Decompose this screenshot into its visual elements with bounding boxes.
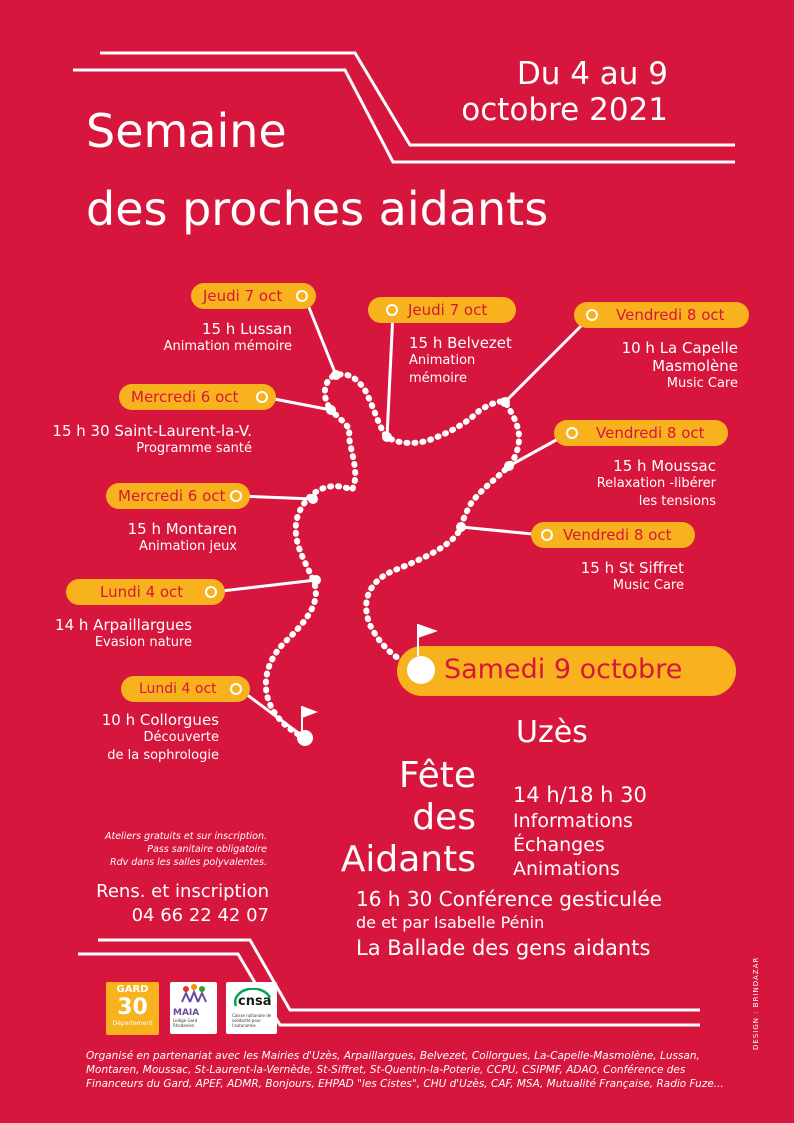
saturday-program — [513, 781, 647, 881]
maia-figures-icon — [170, 982, 217, 1004]
event-desc: Music Care — [666, 376, 738, 391]
maia-label: MAIA — [173, 1008, 200, 1018]
contact — [96, 880, 269, 928]
saturday-label: Samedi 9 octobre — [444, 654, 683, 685]
title-line-2: des proches aidants — [86, 182, 549, 236]
event-tag-label: Lundi 4 oct — [139, 681, 217, 697]
conference — [356, 886, 662, 962]
event-time: 10 h La Capelle — [621, 339, 738, 357]
event-tag-label: Mercredi 6 oct — [118, 487, 226, 505]
event-moussac — [597, 457, 716, 511]
maia-logo — [170, 982, 217, 1034]
title-line-1: Semaine — [86, 104, 287, 158]
activity-1: Informations — [513, 810, 633, 832]
contact-phone: 04 66 22 42 07 — [131, 905, 269, 926]
maia-sub: Loiège Gard Rhodanien — [173, 1018, 198, 1028]
event-montaren — [128, 520, 237, 556]
event-tag-moussac — [554, 420, 728, 446]
event-lussan — [164, 320, 292, 356]
event-tag-st-laurent — [119, 384, 276, 410]
event-desc-2: de la sophrologie — [107, 748, 219, 763]
event-desc-2: mémoire — [409, 371, 467, 386]
fete-line-3: Aidants — [340, 839, 476, 880]
cnsa-label: cnsa — [238, 994, 272, 1009]
event-desc: Evasion nature — [94, 635, 192, 650]
event-desc: Programme santé — [136, 441, 252, 456]
ring-icon — [256, 391, 268, 403]
note-line-1: Ateliers gratuits et sur inscription. — [104, 831, 267, 842]
note-line-3: Rdv dans les salles polyvalentes. — [109, 857, 267, 868]
event-tag-label: Mercredi 6 oct — [131, 388, 239, 406]
event-la-capelle — [622, 339, 738, 393]
finish-flag-icon — [410, 618, 450, 658]
gard-logo-top: GARD — [116, 984, 149, 995]
event-st-siffret — [581, 559, 684, 595]
gard-logo-number: 30 — [117, 995, 148, 1020]
event-time: 15 h Lussan — [201, 320, 292, 338]
event-time: 15 h Montaren — [127, 520, 237, 538]
saturday-hours: 14 h/18 h 30 — [513, 783, 647, 807]
event-time: 15 h Belvezet — [409, 334, 512, 352]
gard-logo-sub: Département — [112, 1020, 153, 1027]
event-desc: Relaxation -libérer — [596, 476, 716, 491]
cnsa-sub: Caisse nationale de solidarité pour l'autonomie — [232, 1013, 272, 1028]
fete-line-2: des — [412, 797, 476, 838]
event-tag-belvezet — [368, 297, 516, 323]
event-tag-label: Jeudi 7 oct — [408, 301, 488, 319]
design-credit: DESIGN : BRINDAZAR — [752, 956, 760, 1050]
gard-logo — [106, 982, 159, 1035]
ring-icon — [230, 683, 242, 695]
event-belvezet — [409, 334, 512, 388]
event-tag-collorgues — [121, 676, 250, 702]
event-tag-lussan — [191, 283, 316, 309]
ring-icon — [230, 490, 242, 502]
note-line-2: Pass sanitaire obligatoire — [147, 844, 267, 855]
notes — [105, 830, 267, 869]
event-desc-2: les tensions — [638, 494, 716, 509]
event-time: 14 h Arpaillargues — [55, 616, 192, 634]
event-time: 10 h Collorgues — [101, 711, 219, 729]
event-collorgues — [102, 711, 219, 765]
ring-icon — [205, 586, 217, 598]
event-desc: Animation — [409, 353, 476, 368]
event-tag-label: Lundi 4 oct — [100, 583, 184, 601]
partners-footer: Organisé en partenariat avec les Mairies d'Uzès, Arpaillargues, Belvezet, Collorgues, La-Capelle-Masmolène, Lussan, Montaren, Moussac, St-Laurent-la-Vernède, St-Siffret, St-Quentin-la-Poterie, CCPU, CSIPMF, ADAO, Conférence des Financeurs du Gard, APEF, ADMR, Bonjours, EHPAD "les Cistes", CHU d'Uzès, CAF, MSA, Mutualité Française, Radio Fuze... — [86, 1050, 724, 1090]
event-time: 15 h 30 Saint-Laurent-la-V. — [52, 422, 252, 440]
contact-label: Rens. et inscription — [96, 881, 269, 902]
event-tag-arpaillargues — [66, 579, 225, 605]
ring-icon — [566, 427, 578, 439]
conference-title: 16 h 30 Conférence gesticulée — [356, 887, 662, 911]
conference-name: La Ballade des gens aidants — [356, 936, 651, 960]
event-tag-label: Jeudi 7 oct — [203, 287, 283, 305]
date-line-2: octobre 2021 — [461, 92, 668, 128]
event-place: Masmolène — [652, 357, 738, 375]
event-arpaillargues — [55, 616, 192, 652]
event-tag-label: Vendredi 8 oct — [596, 424, 705, 442]
event-st-laurent — [52, 422, 252, 458]
ring-icon — [586, 309, 598, 321]
event-desc: Animation mémoire — [163, 339, 292, 354]
ring-icon — [296, 290, 308, 302]
activity-2: Échanges — [513, 834, 605, 856]
ring-icon — [386, 304, 398, 316]
activity-3: Animations — [513, 858, 620, 880]
date-line-1: Du 4 au 9 — [516, 56, 668, 92]
event-tag-la-capelle — [574, 302, 749, 328]
event-tag-label: Vendredi 8 oct — [563, 526, 672, 544]
conference-author: de et par Isabelle Pénin — [356, 913, 545, 932]
fete-line-1: Fête — [398, 755, 476, 796]
finish-dot-icon — [407, 656, 435, 684]
event-tag-montaren — [106, 483, 250, 509]
event-desc: Music Care — [612, 578, 684, 593]
event-tag-label: Vendredi 8 oct — [616, 306, 725, 324]
event-tag-st-siffret — [531, 522, 695, 548]
cnsa-logo — [226, 982, 277, 1034]
fete-title — [341, 755, 476, 881]
event-desc: Animation jeux — [139, 539, 237, 554]
saturday-town: Uzès — [516, 715, 588, 750]
event-time: 15 h Moussac — [613, 457, 716, 475]
event-desc: Découverte — [143, 730, 219, 745]
event-time: 15 h St Siffret — [580, 559, 684, 577]
ring-icon — [541, 529, 553, 541]
